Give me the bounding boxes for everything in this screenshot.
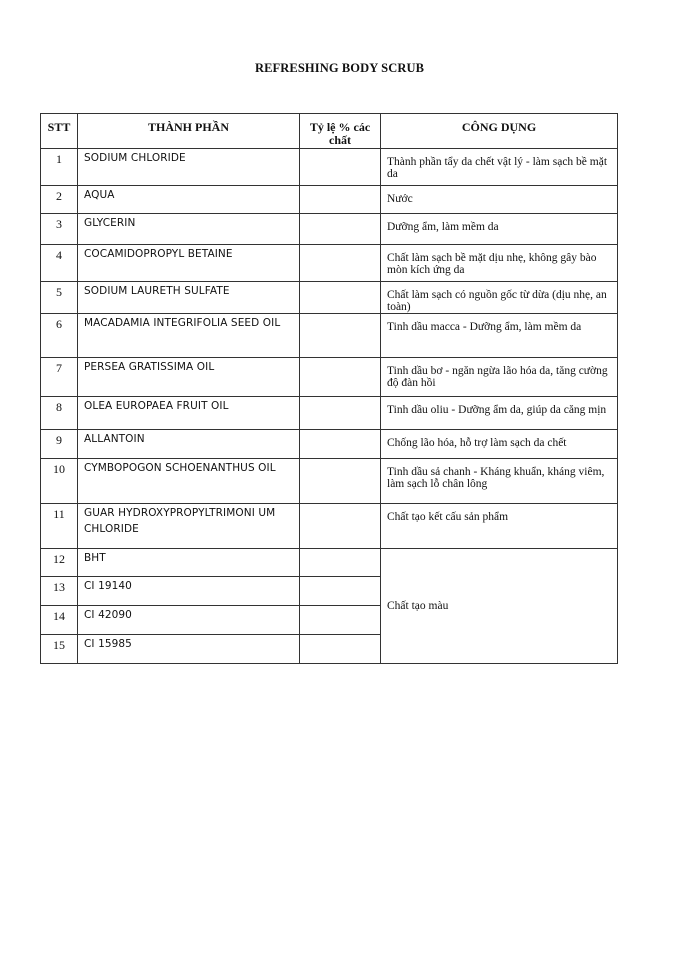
row-stt: 6 (41, 314, 78, 358)
row-ingredient: SODIUM LAURETH SULFATE (78, 282, 300, 314)
row-ratio (300, 214, 381, 245)
row-stt: 14 (41, 606, 78, 635)
table-row (41, 214, 618, 245)
header-ingredient: THÀNH PHẦN (78, 114, 300, 149)
ingredients-table (40, 113, 618, 664)
row-ingredient: ALLANTOIN (78, 430, 300, 459)
row-ratio (300, 577, 381, 606)
row-stt: 15 (41, 635, 78, 664)
table-row (41, 459, 618, 504)
row-function: Tinh dầu bơ - ngăn ngừa lão hóa da, tăng cường độ đàn hồi (381, 358, 618, 397)
header-function: CÔNG DỤNG (381, 114, 618, 149)
row-ingredient: CYMBOPOGON SCHOENANTHUS OIL (78, 459, 300, 504)
row-ingredient: SODIUM CHLORIDE (78, 149, 300, 186)
row-stt: 13 (41, 577, 78, 606)
row-function-merged: Chất tạo màu (381, 549, 618, 664)
table-row (41, 314, 618, 358)
row-ingredient: CI 19140 (78, 577, 300, 606)
row-ratio (300, 549, 381, 577)
row-function: Tinh dầu macca - Dưỡng ẩm, làm mềm da (381, 314, 618, 358)
row-function: Tinh dầu sả chanh - Kháng khuẩn, kháng viêm, làm sạch lỗ chân lông (381, 459, 618, 504)
row-ratio (300, 397, 381, 430)
header-ratio: Tỷ lệ % các chất (300, 114, 381, 149)
row-function: Chống lão hóa, hỗ trợ làm sạch da chết (381, 430, 618, 459)
row-ratio (300, 282, 381, 314)
row-ingredient: PERSEA GRATISSIMA OIL (78, 358, 300, 397)
row-ratio (300, 459, 381, 504)
table-row (41, 245, 618, 282)
row-ratio (300, 430, 381, 459)
row-stt: 7 (41, 358, 78, 397)
table-row (41, 430, 618, 459)
row-function: Chất làm sạch bề mặt dịu nhẹ, không gây bào mòn kích ứng da (381, 245, 618, 282)
table-row (41, 282, 618, 314)
row-ratio (300, 186, 381, 214)
row-ingredient: CI 15985 (78, 635, 300, 664)
row-function: Nước (381, 186, 618, 214)
row-ingredient: BHT (78, 549, 300, 577)
table-row (41, 504, 618, 549)
document-title: REFRESHING BODY SCRUB (254, 61, 425, 75)
table-header-row (41, 114, 618, 149)
row-function: Tinh dầu oliu - Dưỡng ẩm da, giúp da căng mịn (381, 397, 618, 430)
row-ingredient: GLYCERIN (78, 214, 300, 245)
row-stt: 8 (41, 397, 78, 430)
row-function: Chất tạo kết cấu sản phẩm (381, 504, 618, 549)
row-function: Chất làm sạch có nguồn gốc từ dừa (dịu nhẹ, an toàn) (381, 282, 618, 314)
table-row (41, 549, 618, 577)
row-ratio (300, 635, 381, 664)
table-row (41, 186, 618, 214)
row-function: Dưỡng ẩm, làm mềm da (381, 214, 618, 245)
table-row (41, 358, 618, 397)
row-function: Thành phần tẩy da chết vật lý - làm sạch bề mặt da (381, 149, 618, 186)
row-stt: 12 (41, 549, 78, 577)
row-ingredient: GUAR HYDROXYPROPYLTRIMONI UM CHLORIDE (78, 504, 300, 549)
row-stt: 11 (41, 504, 78, 549)
header-stt: STT (41, 114, 78, 149)
table-row (41, 149, 618, 186)
row-stt: 3 (41, 214, 78, 245)
row-ingredient: OLEA EUROPAEA FRUIT OIL (78, 397, 300, 430)
row-stt: 1 (41, 149, 78, 186)
row-ingredient: AQUA (78, 186, 300, 214)
row-stt: 5 (41, 282, 78, 314)
row-stt: 10 (41, 459, 78, 504)
row-ratio (300, 314, 381, 358)
row-ingredient: CI 42090 (78, 606, 300, 635)
row-ratio (300, 606, 381, 635)
row-stt: 2 (41, 186, 78, 214)
row-ratio (300, 149, 381, 186)
row-ratio (300, 358, 381, 397)
table-row (41, 397, 618, 430)
row-ingredient: MACADAMIA INTEGRIFOLIA SEED OIL (78, 314, 300, 358)
row-ingredient: COCAMIDOPROPYL BETAINE (78, 245, 300, 282)
row-stt: 4 (41, 245, 78, 282)
row-ratio (300, 504, 381, 549)
row-stt: 9 (41, 430, 78, 459)
row-ratio (300, 245, 381, 282)
